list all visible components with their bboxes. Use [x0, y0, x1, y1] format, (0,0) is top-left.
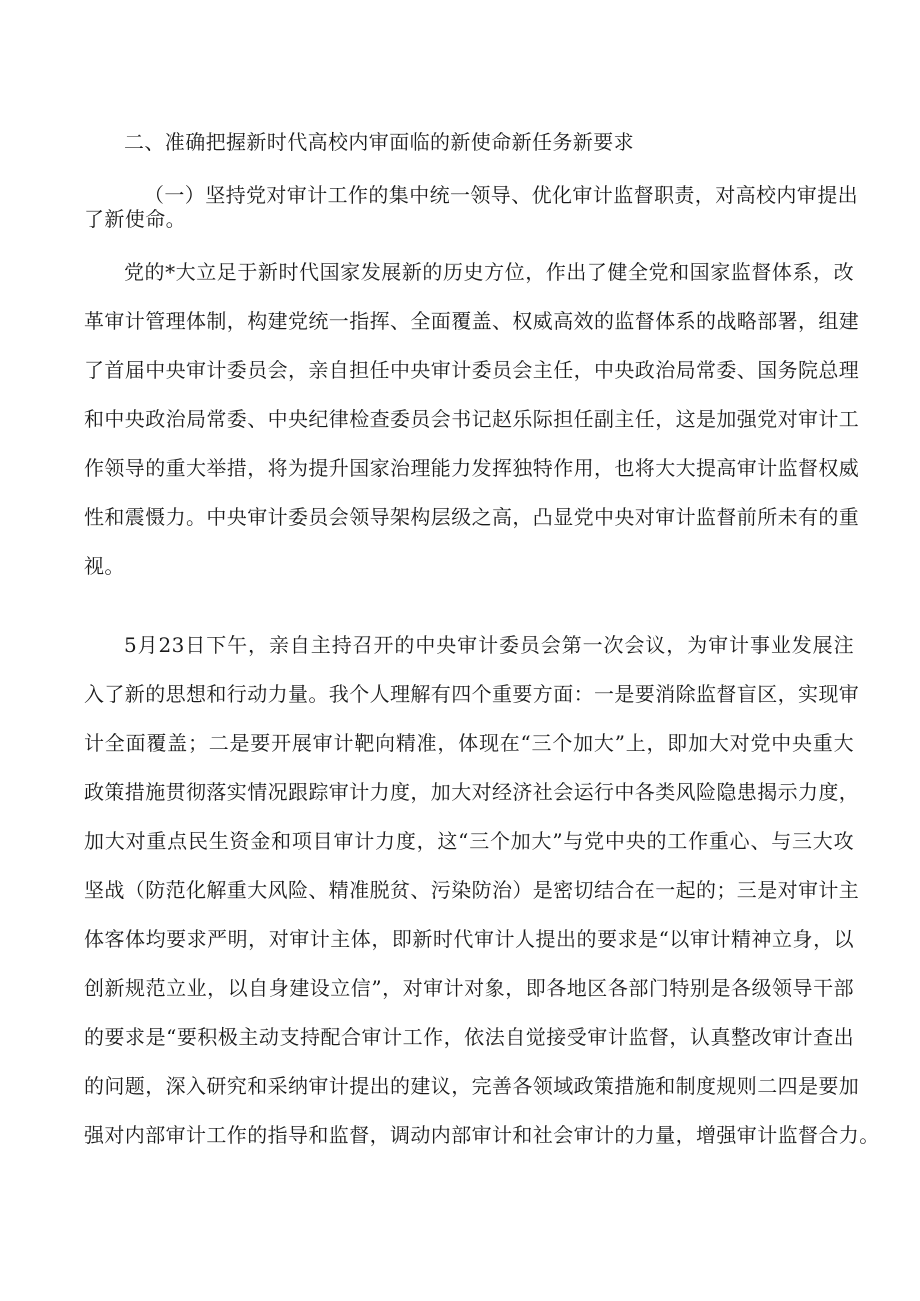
paragraph-line: 创新规范立业，以自身建设立信”，对审计对象，即各地区各部门特别是各级领导干部 [84, 976, 854, 1000]
section-heading: 二、准确把握新时代高校内审面临的新使命新任务新要求 [124, 130, 634, 154]
paragraph-line: 入了新的思想和行动力量。我个人理解有四个重要方面：一是要消除监督盲区，实现审 [84, 682, 860, 706]
paragraph-line: 的要求是“要积极主动支持配合审计工作，依法自觉接受审计监督，认真整改审计查出 [84, 1025, 854, 1049]
paragraph-line: 党的*大立足于新时代国家发展新的历史方位，作出了健全党和国家监督体系，改 [124, 260, 854, 284]
subsection-title-line: 了新使命。 [84, 207, 186, 231]
paragraph-line: 性和震慑力。中央审计委员会领导架构层级之高，凸显党中央对审计监督前所未有的重 [84, 505, 860, 529]
paragraph-line: 作领导的重大举措，将为提升国家治理能力发挥独特作用，也将大大提高审计监督权威 [84, 456, 860, 480]
paragraph-line: 政策措施贯彻落实情况跟踪审计力度，加大对经济社会运行中各类风险隐患揭示力度， [84, 780, 860, 804]
paragraph-line: 革审计管理体制，构建党统一指挥、全面覆盖、权威高效的监督体系的战略部署，组建 [84, 309, 860, 333]
paragraph-line: 体客体均要求严明，对审计主体，即新时代审计人提出的要求是“以审计精神立身，以 [84, 927, 854, 951]
paragraph-line: 坚战（防范化解重大风险、精准脱贫、污染防治）是密切结合在一起的；三是对审计主 [84, 878, 860, 902]
paragraph-line: 计全面覆盖；二是要开展审计靶向精准，体现在“三个加大”上，即加大对党中央重大 [84, 731, 854, 755]
paragraph-line: 了首届中央审计委员会，亲自担任中央审计委员会主任，中央政治局常委、国务院总理 [84, 358, 860, 382]
paragraph-line: 强对内部审计工作的指导和监督，调动内部审计和社会审计的力量，增强审计监督合力。 [84, 1123, 880, 1147]
paragraph-line: 加大对重点民生资金和项目审计力度，这“三个加大”与党中央的工作重心、与三大攻 [84, 829, 854, 853]
paragraph-line: 的问题，深入研究和采纳审计提出的建议，完善各领域政策措施和制度规则二四是要加 [84, 1074, 860, 1098]
paragraph-line: 视。 [84, 554, 125, 578]
paragraph-line: 5月23日下午，亲自主持召开的中央审计委员会第一次会议，为审计事业发展注 [124, 633, 854, 657]
paragraph-line: 和中央政治局常委、中央纪律检查委员会书记赵乐际担任副主任，这是加强党对审计工 [84, 407, 860, 431]
subsection-title-line: （一）坚持党对审计工作的集中统一领导、优化审计监督职责，对高校内审提出 [144, 183, 858, 207]
